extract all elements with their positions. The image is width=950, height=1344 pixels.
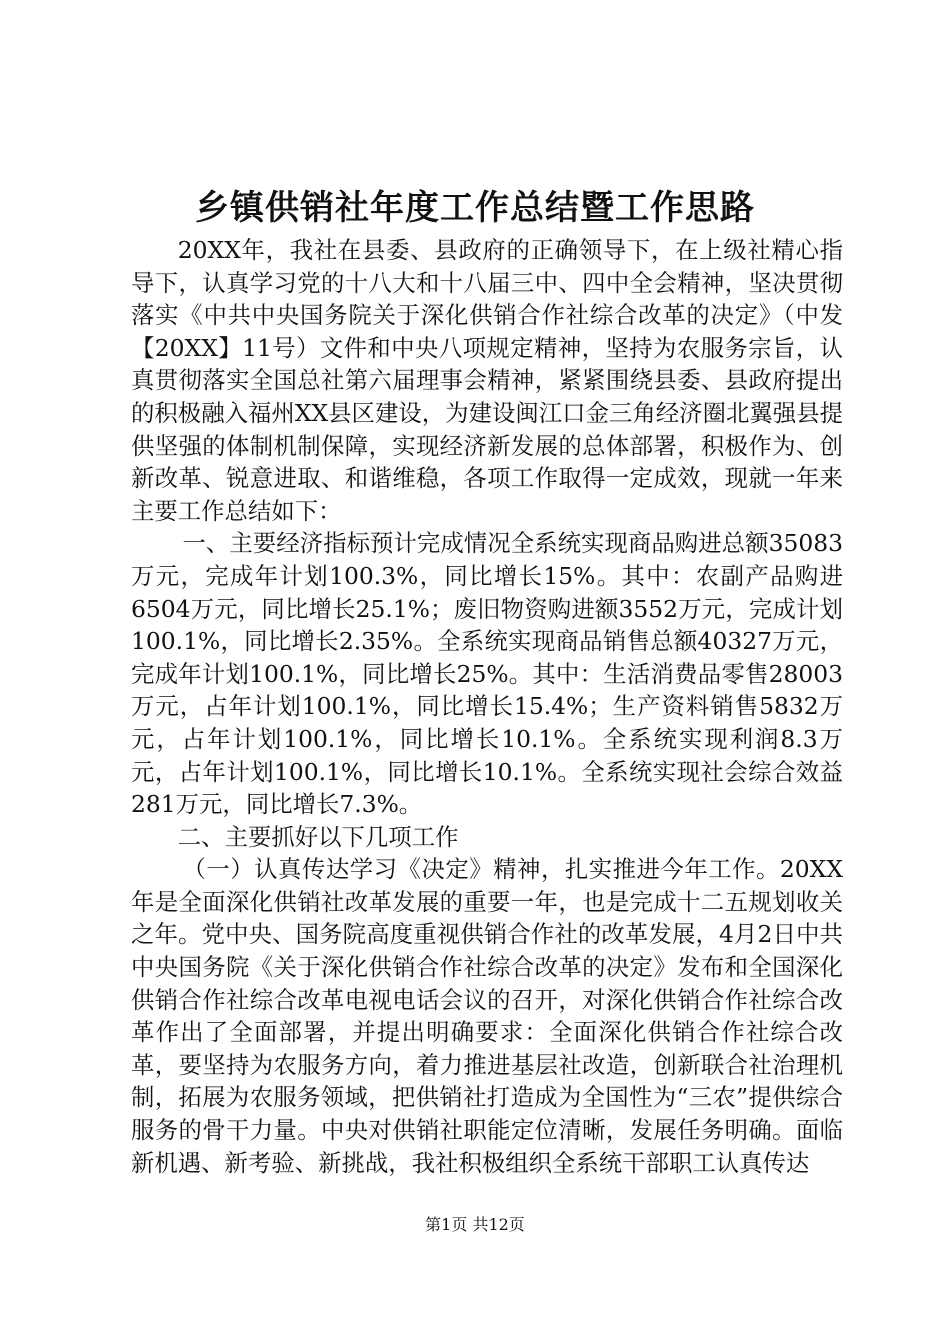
paragraph-section-heading: 二、主要抓好以下几项工作 [177,822,459,851]
paragraph-intro: 20XX年，我社在县委、县政府的正确领导下，在上级社精心指导下，认真学习党的十八大和十八届三中、四中全会精神，坚决贯彻落实《中共中央国务院关于深化供销合作社综合改革的决定》（中发【20XX】11号）文件和中央八项规定精神，坚持为农服务宗旨，认真贯彻落实全国总社第六届理事会精神，紧紧围绕县委、县政府提出的积极融入福州XX县区建设，为建设闽江口金三角经济圈北翼强县提供坚强的体制机制保障，实现经济新发展的总体部署，积极作为、创新改革、锐意进取、和谐维稳，各项工作取得一定成效，现就一年来主要工作总结如下： [131,236,843,525]
page-number-footer: 第1页 共12页 [425,1215,525,1234]
paragraph-economic-indicators: 一、主要经济指标预计完成情况全系统实现商品购进总额35083万元，完成年计划100.3%，同比增长15%。其中：农副产品购进6504万元，同比增长25.1%；废旧物资购进额3552万元，完成计划100.1%，同比增长2.35%。全系统实现商品销售总额40327万元，完成年计划100.1%，同比增长25%。其中：生活消费品零售28003万元，占年计划100.1%，同比增长15.4%；生产资料销售5832万元，占年计划100.1%，同比增长10.1%。全系统实现利润8.3万元，占年计划100.1%，同比增长10.1%。全系统实现社会综合效益281万元，同比增长7.3%。 [131,529,843,819]
document-title: 乡镇供销社年度工作总结暨工作思路 [195,188,755,228]
document-body [131,234,843,1179]
paragraph-study-decision: （一）认真传达学习《决定》精神，扎实推进今年工作。20XX年是全面深化供销社改革发展的重要一年，也是完成十二五规划收关之年。党中央、国务院高度重视供销合作社的改革发展，4月2日中共中央国务院《关于深化供销合作社综合改革的决定》发布和全国深化供销合作社综合改革电视电话会议的召开，对深化供销合作社综合改革作出了全面部署，并提出明确要求：全面深化供销合作社综合改革，要坚持为农服务方向，着力推进基层社改造，创新联合社治理机制，拓展为农服务领域，把供销社打造成为全国性为“三农”提供综合服务的骨干力量。中央对供销社职能定位清晰，发展任务明确。面临新机遇、新考验、新挑战，我社积极组织全系统干部职工认真传达 [131,855,843,1177]
